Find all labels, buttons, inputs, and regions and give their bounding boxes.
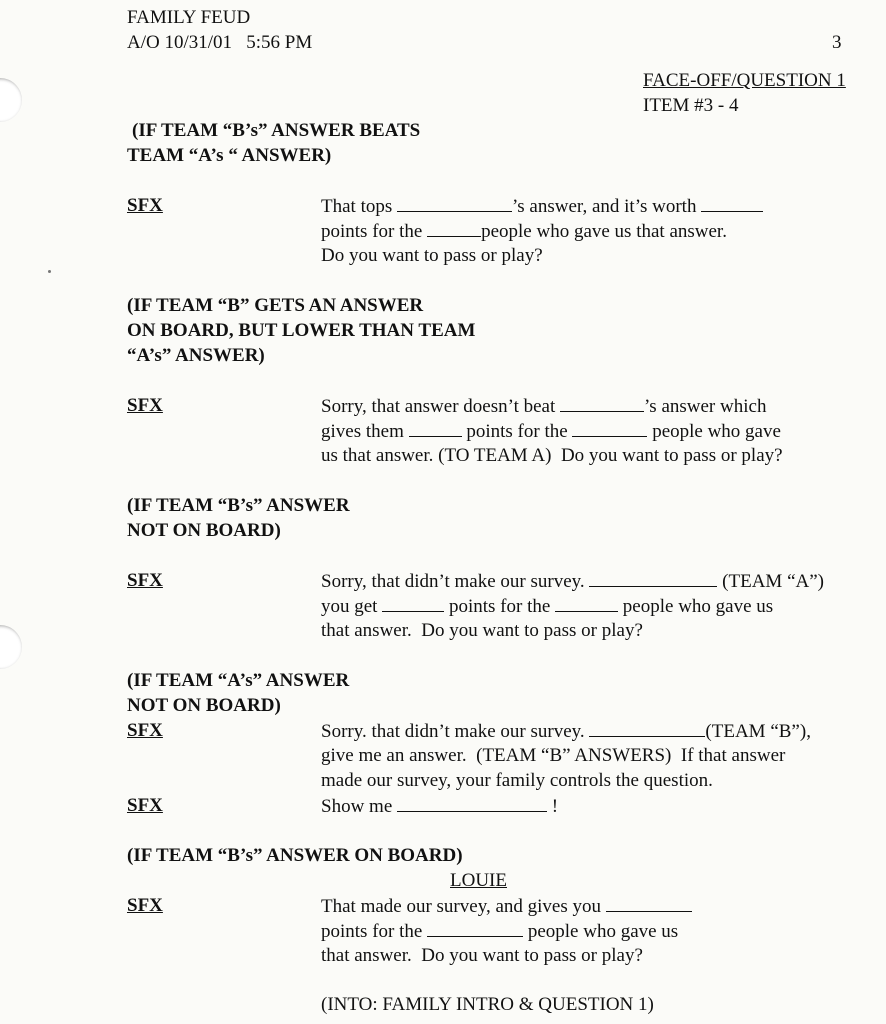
sfx-cue: SFX: [127, 570, 163, 591]
speaker-name: LOUIE: [450, 870, 507, 891]
condition-line: (IF TEAM “B’s” ANSWER ON BOARD): [127, 845, 463, 866]
dialogue-line: gives them points for the people who gave: [321, 418, 781, 444]
sfx-cue: SFX: [127, 795, 163, 816]
dialogue-line: Show me !: [321, 793, 558, 819]
dialogue-line: made our survey, your family controls the question.: [321, 770, 713, 791]
item-number: ITEM #3 - 4: [643, 95, 739, 116]
condition-line: “A’s” ANSWER): [127, 345, 265, 366]
section-title: FACE-OFF/QUESTION 1: [643, 70, 846, 91]
dialogue-line: That tops ’s answer, and it’s worth: [321, 193, 763, 219]
dialogue-line: us that answer. (TO TEAM A) Do you want to pass or play?: [321, 445, 783, 466]
dialogue-line: points for the people who gave us: [321, 918, 678, 944]
dialogue-line: Do you want to pass or play?: [321, 245, 543, 266]
condition-line: TEAM “A’s “ ANSWER): [127, 145, 332, 166]
dialogue-line: points for the people who gave us that answer.: [321, 218, 727, 244]
ao-timestamp: A/O 10/31/01 5:56 PM: [127, 32, 313, 53]
paper-speck: [48, 270, 51, 273]
dialogue-line: give me an answer. (TEAM “B” ANSWERS) If that answer: [321, 745, 786, 766]
dialogue-line: Sorry, that answer doesn’t beat ’s answer which: [321, 393, 766, 419]
binder-hole-top: [0, 78, 22, 122]
sfx-cue: SFX: [127, 195, 163, 216]
condition-line: ON BOARD, BUT LOWER THAN TEAM: [127, 320, 476, 341]
sfx-cue: SFX: [127, 720, 163, 741]
dialogue-line: that answer. Do you want to pass or play?: [321, 945, 643, 966]
binder-hole-middle: [0, 625, 22, 669]
show-title: FAMILY FEUD: [127, 7, 251, 28]
dialogue-line: Sorry, that didn’t make our survey. (TEAM “A”): [321, 568, 824, 594]
condition-line: (IF TEAM “B” GETS AN ANSWER: [127, 295, 424, 316]
dialogue-line: Sorry. that didn’t make our survey. (TEAM “B”),: [321, 718, 811, 744]
condition-line: NOT ON BOARD): [127, 520, 281, 541]
closing-direction: (INTO: FAMILY INTRO & QUESTION 1): [321, 994, 654, 1015]
dialogue-line: you get points for the people who gave us: [321, 593, 773, 619]
dialogue-line: That made our survey, and gives you: [321, 893, 692, 919]
sfx-cue: SFX: [127, 395, 163, 416]
condition-line: NOT ON BOARD): [127, 695, 281, 716]
condition-line: (IF TEAM “B’s” ANSWER BEATS: [132, 120, 421, 141]
condition-line: (IF TEAM “A’s” ANSWER: [127, 670, 350, 691]
sfx-cue: SFX: [127, 895, 163, 916]
dialogue-line: that answer. Do you want to pass or play?: [321, 620, 643, 641]
condition-line: (IF TEAM “B’s” ANSWER: [127, 495, 350, 516]
page-number: 3: [832, 32, 842, 53]
